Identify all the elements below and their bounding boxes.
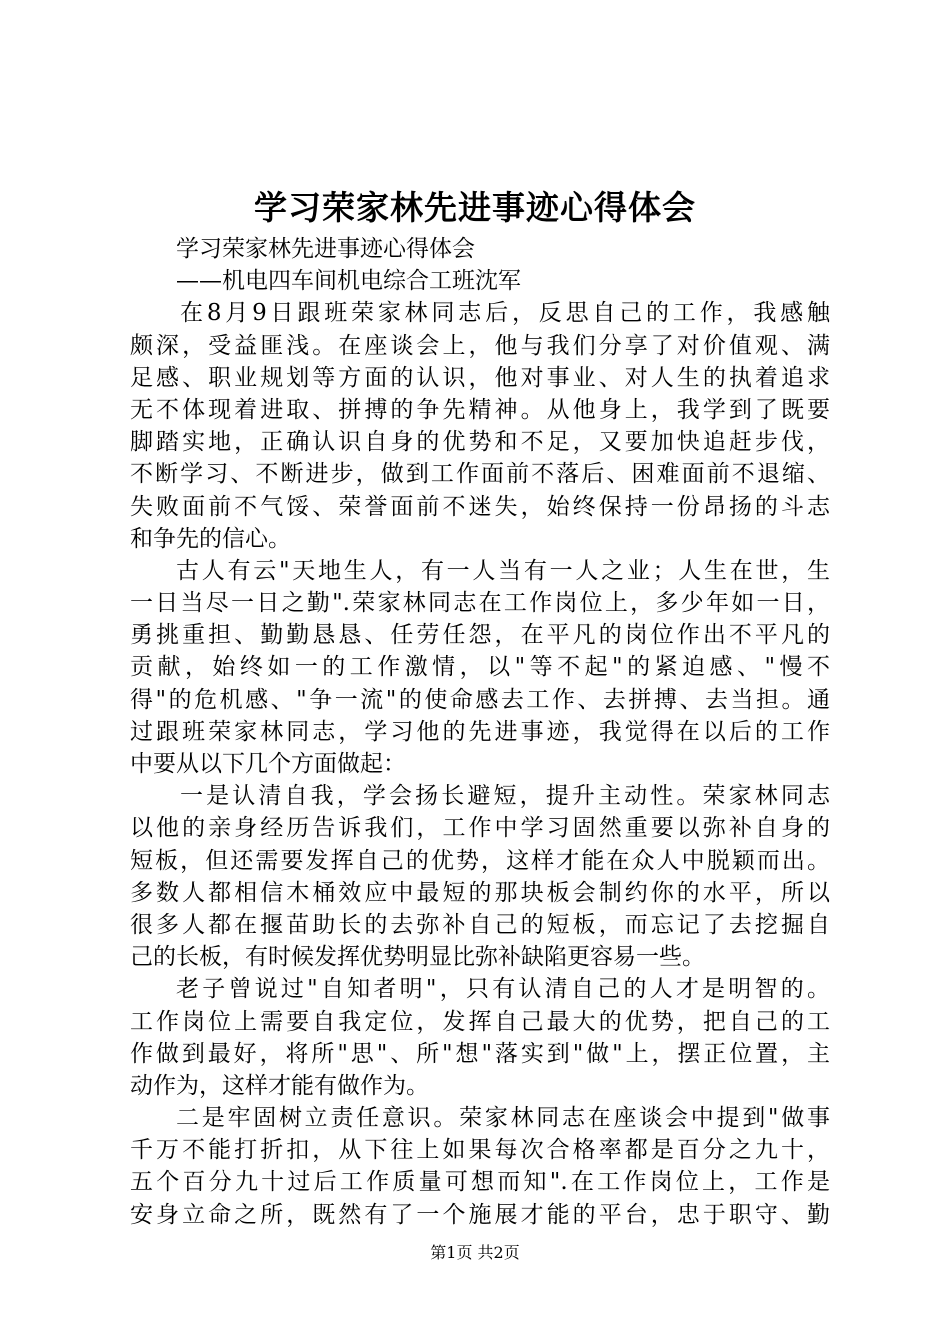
body-line: 很多人都在揠苗助长的去弥补自己的短板，而忘记了去挖掘自 — [130, 911, 830, 938]
body-line: 和争先的信心。 — [130, 525, 291, 552]
body-line: 多数人都相信木桶效应中最短的那块板会制约你的水平，所以 — [130, 879, 830, 906]
body-line: 过跟班荣家林同志，学习他的先进事迹，我觉得在以后的工作 — [130, 718, 830, 745]
body-line: 己的长板，有时候发挥优势明显比弥补缺陷更容易一些。 — [130, 944, 705, 971]
body-line: 五个百分九十过后工作质量可想而知".在工作岗位上，工作是 — [130, 1169, 830, 1196]
body-line: 中要从以下几个方面做起： — [130, 751, 406, 777]
document-title: 学习荣家林先进事迹心得体会 — [254, 188, 696, 227]
document-body — [130, 233, 830, 1231]
body-line: 学习荣家林先进事迹心得体会 — [176, 236, 475, 262]
body-line: 一日当尽一日之勤".荣家林同志在工作岗位上，多少年如一日， — [130, 590, 830, 617]
body-line: 足感、职业规划等方面的认识，他对事业、对人生的执着追求 — [130, 364, 830, 391]
body-line: 安身立命之所，既然有了一个施展才能的平台，忠于职守、勤 — [130, 1201, 830, 1228]
body-line: 脚踏实地，正确认识自身的优势和不足，又要加快追赶步伐， — [130, 429, 830, 456]
body-line: 二是牢固树立责任意识。荣家林同志在座谈会中提到"做事 — [176, 1105, 830, 1132]
body-line: 一是认清自我，学会扬长避短，提升主动性。荣家林同志 — [180, 783, 830, 810]
body-line: 不断学习、不断进步，做到工作面前不落后、困难面前不退缩、 — [130, 461, 830, 488]
body-line: 贡献，始终如一的工作激情，以"等不起"的紧迫感、"慢不 — [130, 654, 830, 681]
body-line: 老子曾说过"自知者明"，只有认清自己的人才是明智的。 — [176, 976, 830, 1003]
body-line: 勇挑重担、勤勤恳恳、任劳任怨，在平凡的岗位作出不平凡的 — [130, 622, 830, 649]
body-line: 失败面前不气馁、荣誉面前不迷失，始终保持一份昂扬的斗志 — [130, 493, 830, 520]
page-footer: 第1页 共2页 — [430, 1243, 520, 1262]
body-line: 无不体现着进取、拼搏的争先精神。从他身上，我学到了既要 — [130, 396, 830, 423]
body-line: 动作为，这样才能有做作为。 — [130, 1072, 429, 1099]
body-line: 得"的危机感、"争一流"的使命感去工作、去拼搏、去当担。通 — [130, 686, 830, 713]
body-line: 作做到最好，将所"思"、所"想"落实到"做"上，摆正位置，主 — [130, 1040, 830, 1067]
body-line: 工作岗位上需要自我定位，发挥自己最大的优势，把自己的工 — [130, 1008, 830, 1035]
body-line: 以他的亲身经历告诉我们，工作中学习固然重要以弥补自身的 — [130, 815, 830, 842]
body-line: 颇深，受益匪浅。在座谈会上，他与我们分享了对价值观、满 — [130, 332, 830, 359]
body-line: ——机电四车间机电综合工班沈军 — [176, 268, 521, 295]
body-line: 千万不能打折扣，从下往上如果每次合格率都是百分之九十， — [130, 1137, 830, 1164]
body-line: 古人有云"天地生人，有一人当有一人之业；人生在世，生 — [176, 557, 830, 584]
body-line: 在8月9日跟班荣家林同志后，反思自己的工作，我感触 — [180, 300, 830, 327]
body-line: 短板，但还需要发挥自己的优势，这样才能在众人中脱颖而出。 — [130, 847, 830, 874]
